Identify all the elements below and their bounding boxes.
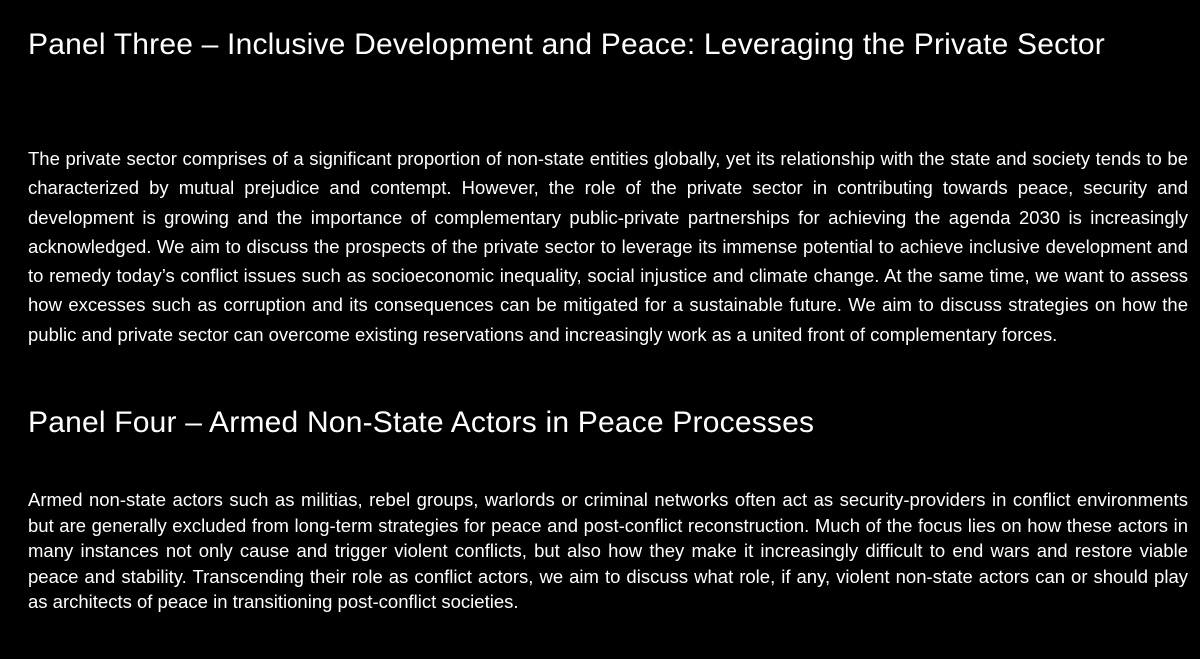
panel-three-title: Panel Three – Inclusive Development and Peace: Leveraging the Private Sector xyxy=(28,28,1105,61)
panel-four-description: Armed non-state actors such as militias, rebel groups, warlords or criminal networks often act as security-providers in conflict environments but are generally excluded from long-term strategies for peace and post-conflict reconstruction. Much of the focus lies on how these actors in many instances not only cause and trigger violent conflicts, but also how they make it increasingly difficult to end wars and restore viable peace and stability. Transcending their role as conflict actors, we aim to discuss what role, if any, violent non-state actors can or should play as architects of peace in transitioning post-conflict societies. xyxy=(28,489,1188,612)
panel-three-description: The private sector comprises of a significant proportion of non-state entities globally, yet its relationship with the state and society tends to be characterized by mutual prejudice and contempt. However, the role of the private sector in contributing towards peace, security and development is growing and the importance of complementary public-private partnerships for achieving the agenda 2030 is increasingly acknowledged. We aim to discuss the prospects of the private sector to leverage its immense potential to achieve inclusive development and to remedy today’s conflict issues such as socioeconomic inequality, social injustice and climate change. At the same time, we want to assess how excesses such as corruption and its consequences can be mitigated for a sustainable future. We aim to discuss strategies on how the public and private sector can overcome existing reservations and increasingly work as a united front of complementary forces. xyxy=(28,148,1188,345)
panel-four-title: Panel Four – Armed Non-State Actors in Peace Processes xyxy=(28,406,815,439)
